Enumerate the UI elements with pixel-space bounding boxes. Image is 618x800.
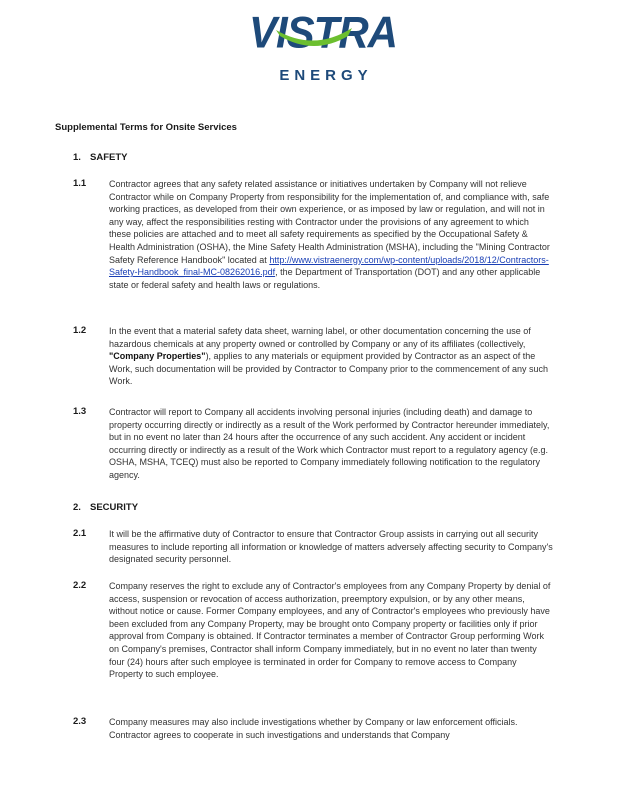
clause-number: 2.1 — [73, 528, 87, 539]
clause-text-part: In the event that a material safety data sheet, warning label, or other documentation concerning the use of hazardous chemicals at any property owned or controlled by Company or any of its affiliates (collectively, — [109, 326, 531, 349]
logo-wordmark: VISTRA — [248, 7, 397, 58]
clause-text-part: ), applies to any materials or equipment provided by Contractor as an aspect of the Work, such documentation will be provided by Contractor to Company prior to the commencement of any such Work. — [109, 351, 549, 387]
clause-text: Company measures may also include investigations whether by Company or law enforcement officials. Contractor agrees to cooperate in such investigations and understands that Company — [109, 717, 518, 740]
clause-number: 1.3 — [73, 406, 87, 417]
clause-text: Contractor will report to Company all accidents involving personal injuries (including death) and damage to property occurring directly or indirectly as a result of the Work performed by Contractor hereunder immediately, but in no event no later than 24 hours after the occurrence of any such accident. Any accident or incident occurring directly or indirectly as a result of the Work which Contractor must report to a regulatory agency (e.g. OSHA, MSHA, TCEQ) must also be reported to Company immediately following notification to the regulatory agency. — [109, 407, 550, 480]
clause-text: It will be the affirmative duty of Contractor to ensure that Contractor Group assists in carrying out all security measures to include reporting all information or knowledge of matters adversely affecting security to Company's designated security personnel. — [109, 529, 553, 565]
section-title: SAFETY — [90, 152, 128, 163]
clause-number: 2.3 — [73, 716, 87, 727]
clause-number: 2.2 — [73, 580, 87, 591]
document-title: Supplemental Terms for Onsite Services — [55, 122, 237, 133]
clause-number: 1.1 — [73, 178, 87, 189]
clause-text — [109, 178, 553, 291]
section-title: SECURITY — [90, 502, 139, 513]
defined-term: "Company Properties" — [109, 351, 206, 362]
clause-text-part: Contractor agrees that any safety related assistance or initiatives undertaken by Company will not relieve Contractor while on Company Property from responsibility for the implementation of, and compliance with, safe working practices, as developed from their own experience, or as imposed by law or regulation, and will not in any way, affect the responsibilities resting with Contractor under the provisions of any agreement to which these policies are attached and to meet all safety requirements as specified by the Occupational Safety & Health Administration (OSHA), the Mine Safety Health Administration (MSHA), including the "Mining Contractor Safety Reference Handbook" located at — [109, 179, 550, 265]
logo-subtitle: ENERGY — [279, 67, 373, 84]
section-number: 2. — [73, 502, 81, 513]
section-number: 1. — [73, 152, 81, 163]
clause-text: Company reserves the right to exclude any of Contractor's employees from any Company Property by denial of access, suspension or revocation of access authorization, preemptory expulsion, or by any other means, without notice or cause. Former Company employees, and any of Contractor's employees who previously have been excluded from any Company Property, may be brought onto Company property or facilities only if prior approval from Company is obtained. If Contractor terminates a member of Contractor Group performing Work on Company's premises, Contractor shall inform Company immediately, but in no event no later than twenty four (24) hours after such employee is terminated in order for Company to remove access to Company Property to such employee. — [109, 581, 551, 680]
safety-handbook-link[interactable]: http://www.vistraenergy.com/wp-content/uploads/2018/12/Contractors-Safety-Handbook_final-MC-08262016.pdf — [109, 254, 549, 278]
section-heading-safety — [73, 152, 127, 164]
section-heading-security — [73, 502, 138, 514]
logo-swoosh-icon — [274, 26, 354, 48]
vistra-energy-logo — [218, 7, 428, 84]
clause-text-part: , the Department of Transportation (DOT) and any other applicable state or federal safety and health laws or regulations. — [109, 267, 541, 290]
clause-number: 1.2 — [73, 325, 87, 336]
clause-text — [109, 325, 553, 388]
